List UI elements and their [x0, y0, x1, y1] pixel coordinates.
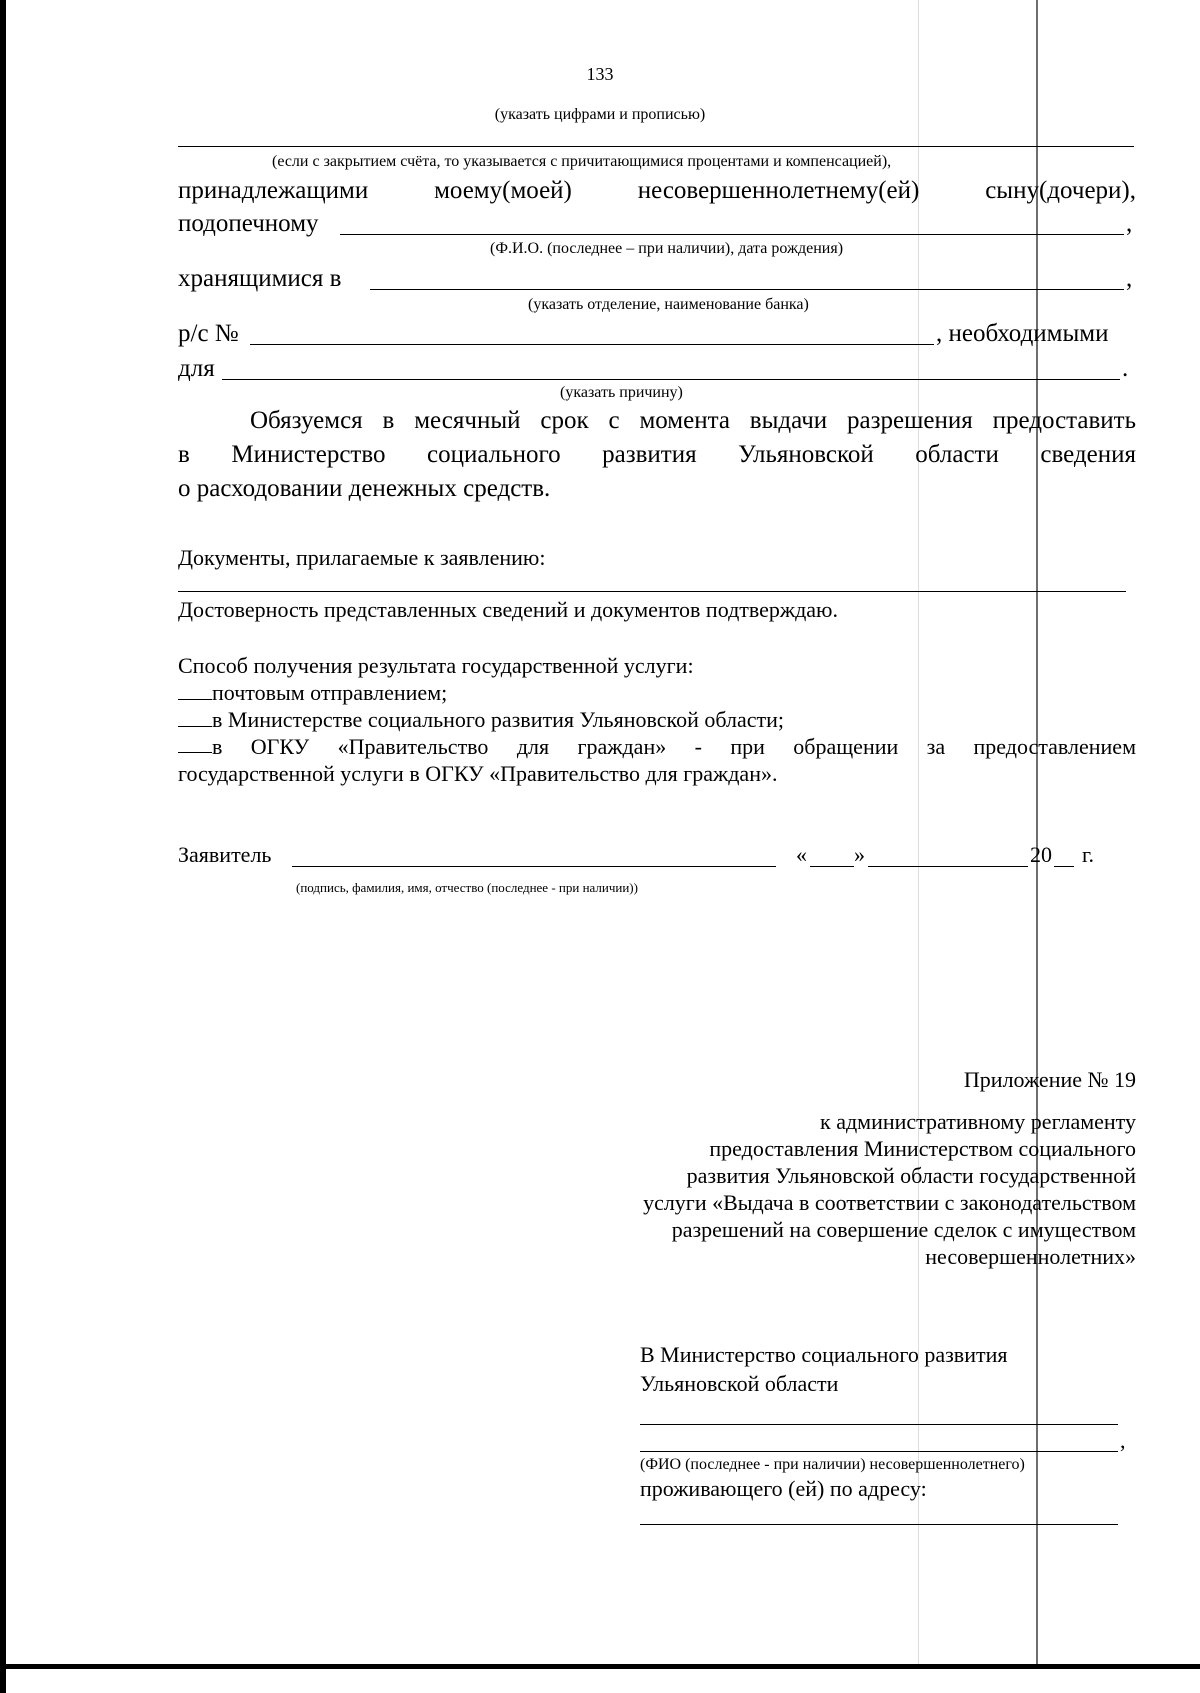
- addressee-line: Ульяновской области: [640, 1371, 839, 1396]
- scan-fold-line: [1036, 0, 1038, 1664]
- obligation-word: социального: [427, 441, 561, 468]
- stored-label: хранящимися в: [178, 265, 342, 292]
- appendix-line: разрешений на совершение сделок с имуществом: [671, 1217, 1136, 1242]
- month-line: [868, 866, 1028, 867]
- amount-hint: (указать цифрами и прописью): [494, 106, 706, 123]
- day-quote-close: »: [854, 842, 865, 867]
- applicant-fio-line-2: [640, 1451, 1118, 1452]
- obligation-line-2: [178, 441, 1136, 469]
- appendix-line: предоставления Министерством социального: [709, 1136, 1136, 1161]
- reason-line: [222, 379, 1120, 380]
- ward-comma: ,: [1126, 210, 1133, 237]
- ogku-word: граждан»: [577, 734, 667, 759]
- account-label: р/с №: [178, 320, 239, 347]
- method-option-post: [178, 680, 447, 706]
- belonging-row: [178, 177, 1136, 205]
- appendix-line: развития Ульяновской области государственной: [686, 1163, 1136, 1188]
- signature-hint: (подпись, фамилия, имя, отчество (последнее - при наличии)): [296, 880, 638, 895]
- fio-hint: (Ф.И.О. (последнее – при наличии), дата рождения): [490, 240, 844, 257]
- stored-line: [370, 289, 1124, 290]
- method-ogku-words: [212, 734, 1136, 760]
- ogku-word: «Правительство: [337, 734, 489, 759]
- reliability-statement: Достоверность представленных сведений и документов подтверждаю.: [178, 597, 838, 622]
- bank-hint: (указать отделение, наименование банка): [528, 296, 809, 313]
- year-suffix: г.: [1082, 842, 1095, 867]
- belonging-word: моему(моей): [434, 177, 572, 204]
- for-label: для: [178, 355, 215, 382]
- appendix-line: несовершеннолетних»: [925, 1244, 1136, 1269]
- ogku-word: при: [730, 734, 765, 759]
- scan-fold-line-light: [918, 0, 919, 1664]
- belonging-word: несовершеннолетнему(ей): [637, 177, 920, 204]
- ward-line: [340, 234, 1124, 235]
- minor-fio-hint: (ФИО (последнее - при наличии) несовершеннолетнего): [640, 1456, 1025, 1473]
- applicant-signature-line: [292, 866, 776, 867]
- obligation-word: области: [915, 441, 999, 468]
- ogku-word: обращении: [793, 734, 899, 759]
- page-number: 133: [586, 64, 614, 84]
- reason-period: .: [1122, 355, 1129, 382]
- needed-label: , необходимыми: [936, 320, 1109, 347]
- fio-comma: ,: [1120, 1428, 1126, 1453]
- obligation-line-3: о расходовании денежных средств.: [178, 475, 551, 502]
- obligation-word: в: [178, 441, 190, 468]
- ward-label: подопечному: [178, 210, 319, 237]
- ogku-word: предоставлением: [973, 734, 1136, 759]
- stored-comma: ,: [1126, 265, 1133, 292]
- appendix-title: Приложение № 19: [963, 1067, 1136, 1092]
- applicant-label: Заявитель: [178, 842, 272, 867]
- scan-border-left: [0, 0, 6, 1693]
- appendix-line: услуги «Выдача в соответствии с законодательством: [643, 1190, 1136, 1215]
- method-option-ministry: [178, 707, 784, 733]
- reason-hint: (указать причину): [560, 384, 683, 401]
- documents-line: [178, 591, 1126, 592]
- obligation-word: Министерство: [231, 441, 386, 468]
- addressee-line: В Министерство социального развития: [640, 1342, 1008, 1367]
- method-option-label: почтовым отправлением;: [212, 680, 448, 705]
- amount-line: [178, 146, 1134, 147]
- obligation-word: развития: [602, 441, 697, 468]
- ogku-word: для: [516, 734, 550, 759]
- checkbox-blank: [178, 734, 212, 753]
- obligation-line-1: Обязуемся в месячный срок с момента выдачи разрешения предоставить: [250, 407, 1136, 434]
- obligation-word: Ульяновской: [738, 441, 874, 468]
- year-prefix: 20: [1030, 842, 1052, 867]
- year-line: [1054, 866, 1074, 867]
- appendix-line: к административному регламенту: [820, 1109, 1136, 1134]
- addressee: [640, 1340, 1007, 1398]
- scan-border-bottom: [0, 1664, 1200, 1669]
- day-quote-open: «: [796, 842, 807, 867]
- belonging-word: сыну(дочери),: [985, 177, 1136, 204]
- method-option-label: в Министерстве социального развития Ульяновской области;: [212, 707, 784, 732]
- appendix-text: [560, 1108, 1136, 1270]
- ogku-word: -: [694, 734, 702, 759]
- ogku-word: в: [212, 734, 223, 759]
- belonging-word: принадлежащими: [178, 177, 369, 204]
- method-title: Способ получения результата государственной услуги:: [178, 653, 694, 678]
- method-ogku-continuation: государственной услуги в ОГКУ «Правительство для граждан».: [178, 761, 778, 786]
- checkbox-blank: [178, 681, 212, 700]
- account-line: [250, 344, 934, 345]
- residing-label: проживающего (ей) по адресу:: [640, 1476, 927, 1501]
- obligation-word: сведения: [1040, 441, 1136, 468]
- day-line: [810, 866, 854, 867]
- applicant-fio-line-1: [640, 1424, 1118, 1425]
- documents-label: Документы, прилагаемые к заявлению:: [178, 545, 546, 570]
- ogku-word: ОГКУ: [250, 734, 310, 759]
- account-hint: (если с закрытием счёта, то указывается с причитающимися процентами и компенсацией),: [272, 153, 892, 170]
- address-line: [640, 1524, 1118, 1525]
- checkbox-blank: [178, 708, 212, 727]
- method-option-ogku: [178, 734, 1136, 760]
- ogku-word: за: [926, 734, 946, 759]
